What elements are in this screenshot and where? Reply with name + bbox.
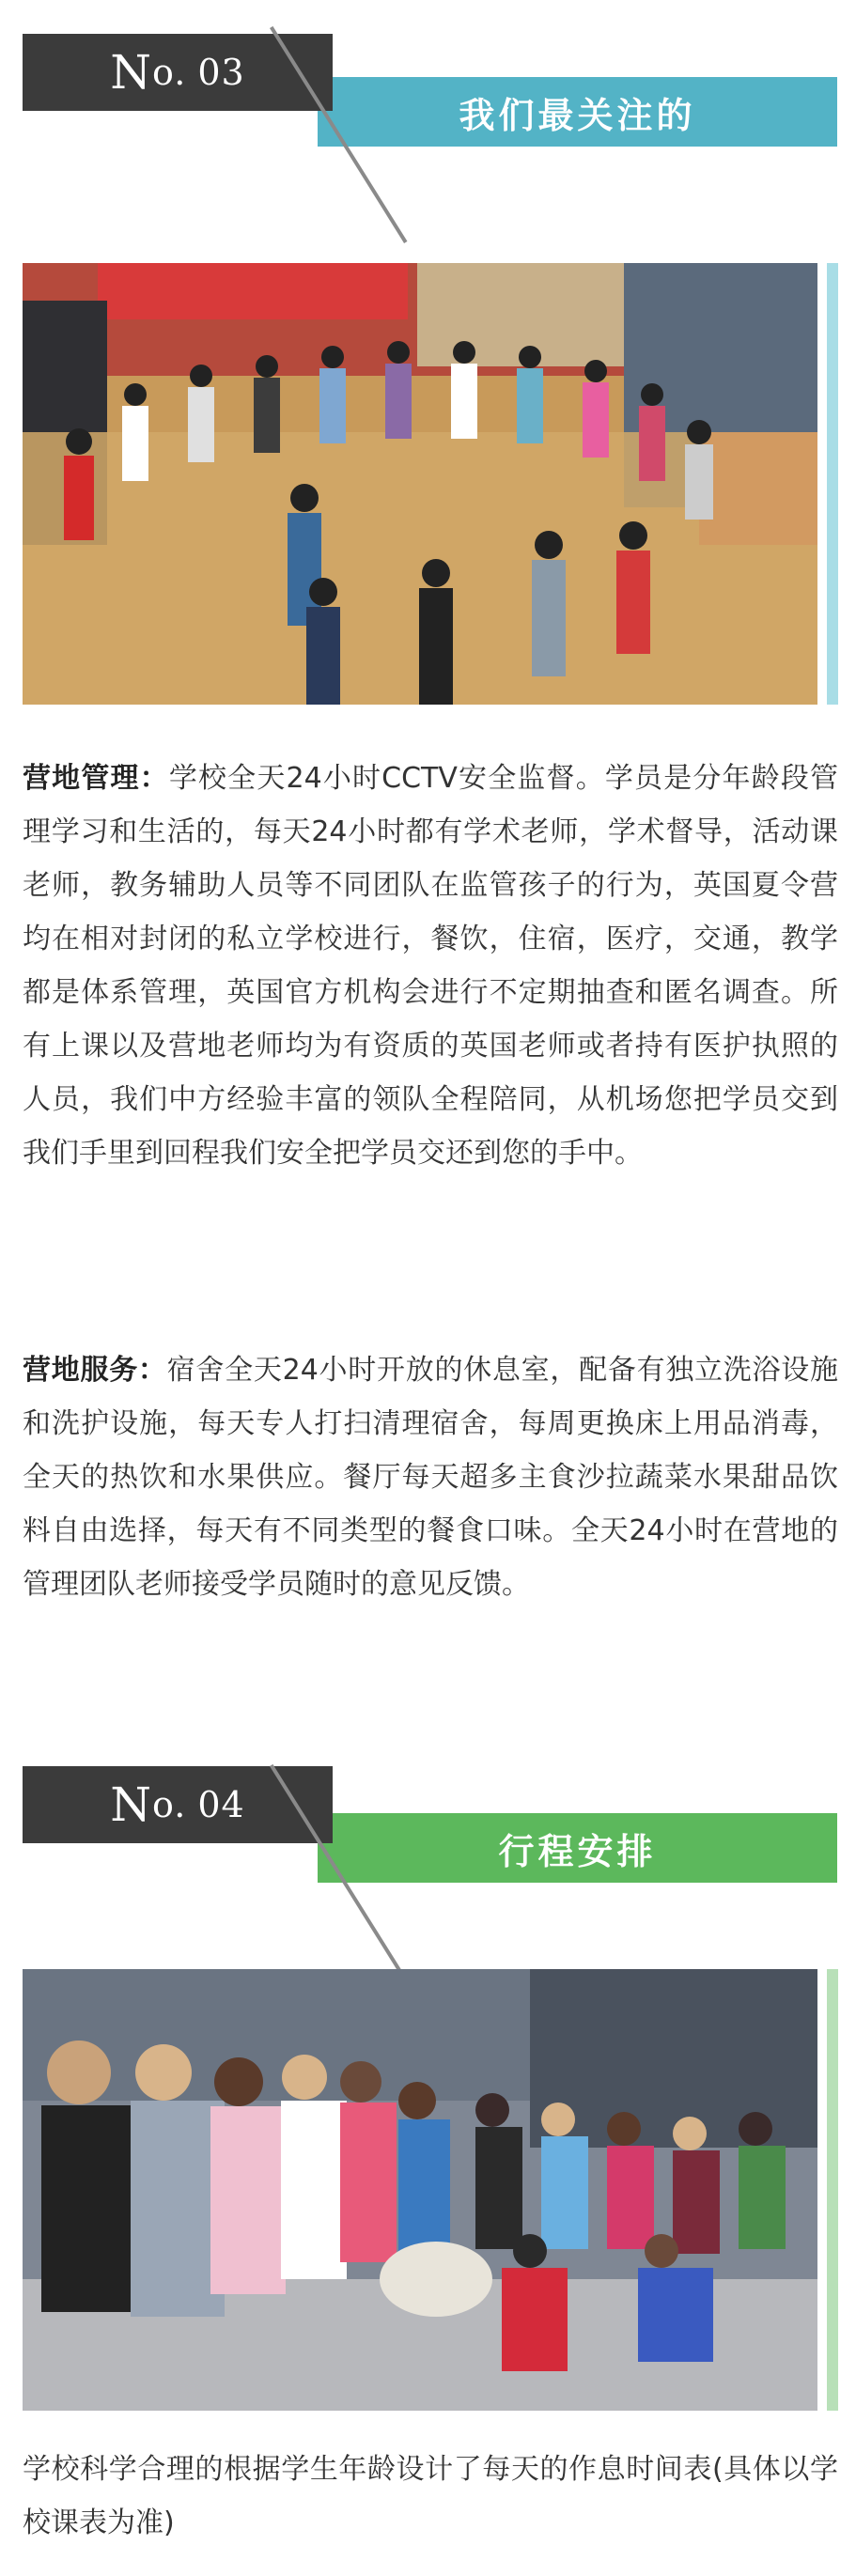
side-accent-stripe (827, 1969, 838, 2411)
section-number-badge: N o. 04 (23, 1766, 333, 1843)
camp-service-text: 宿舍全天24小时开放的休息室，配备有独立洗浴设施和洗护设施，每天专人打扫清理宿舍，每周更换床上用品消毒，全天的热饮和水果供应。餐厅每天超多主食沙拉蔬菜水果甜品饮料自由选择，每天有不同类型的餐食口味。全天24小时在营地的管理团队老师接受学员随时的意见反馈。 (23, 1354, 838, 1601)
section-photo-hall (23, 1969, 817, 2411)
schedule-paragraph (23, 2443, 838, 2550)
side-accent-stripe (827, 263, 838, 705)
camp-service-paragraph (23, 1343, 838, 1611)
section-number-badge: N o. 03 (23, 34, 333, 111)
section-photo-circle (23, 263, 817, 705)
section-header-04 (0, 1729, 856, 1935)
schedule-text: 学校科学合理的根据学生年龄设计了每天的作息时间表(具体以学校课表为准) (23, 2453, 838, 2539)
section-title-bar (318, 77, 837, 147)
camp-management-label: 营地管理： (23, 762, 169, 795)
section-title: 我们最关注的 (459, 94, 696, 136)
section-title: 行程安排 (498, 1830, 657, 1872)
camp-management-text: 学校全天24小时CCTV安全监督。学员是分年龄段管理学习和生活的，每天24小时都有学术老师，学术督导，活动课老师，教务辅助人员等不同团队在监管孩子的行为，英国夏令营均在相对封闭的私立学校进行，餐饮，住宿，医疗，交通，教学都是体系管理，英国官方机构会进行不定期抽查和匿名调查。所有上课以及营地老师均为有资质的英国老师或者持有医护执照的人员，我们中方经验丰富的领队全程陪同，从机场您把学员交到我们手里到回程我们安全把学员交还到您的手中。 (23, 762, 839, 1170)
section-header-03 (0, 0, 856, 207)
section-title-bar (318, 1813, 837, 1883)
camp-management-paragraph (23, 752, 838, 1180)
camp-service-label: 营地服务： (23, 1354, 167, 1387)
